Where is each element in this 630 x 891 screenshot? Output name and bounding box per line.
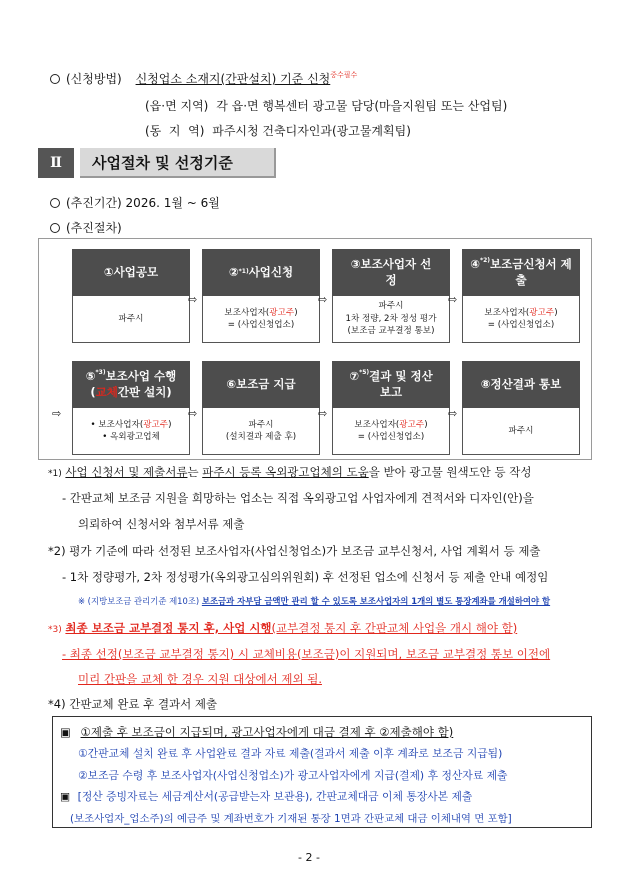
note-1	[48, 464, 531, 480]
step-3	[332, 249, 450, 343]
step-7-body-1-red: 광고주	[399, 419, 425, 430]
box-line-5: (보조사업자_업소주)의 예금주 및 계좌번호가 기재된 통장 1면과 간판교체 대금 이체내역 면 포함]	[70, 813, 512, 825]
arrow-icon: ⇨	[318, 407, 328, 420]
note-3-sub-1: - 최종 선정(보조금 교부결정 통지) 시 교체비용(보조금)이 지원되며, 보조금 교부결정 통보 이전에	[62, 647, 551, 661]
step-6-body-2: (설치결과 제출 후)	[225, 432, 297, 442]
note-2: *2) 평가 기준에 따라 선정된 보조사업자(사업신청업소)가 보조금 교부신청서, 사업 계획서 등 제출	[48, 544, 541, 558]
step-2-body-2: = (사업신청업소)	[227, 320, 295, 330]
step-5-title-sup: *3)	[95, 368, 106, 376]
procedure-line	[50, 219, 122, 236]
page-number: - 2 -	[298, 851, 320, 864]
arrow-icon: ⇨	[448, 293, 458, 306]
note-1-sub-2: 의뢰하여 신청서와 첨부서류 제출	[78, 517, 245, 531]
note-2-ref-b: 보조금과 자부담 금액만 관리 할 수 있도록 보조사업자의 1개의 별도 통장계좌를 개설하여야 함	[201, 596, 551, 606]
step-5-title-pre: ⑤	[85, 368, 96, 383]
step-2-body	[202, 296, 320, 343]
step-5	[72, 361, 190, 455]
step-5-title	[72, 361, 190, 408]
circle-bullet-icon	[50, 198, 60, 208]
step-5-title-line2-red: 교체	[95, 384, 118, 399]
step-7-body-1: 보조사업자(	[354, 419, 400, 430]
step-5-title-line2-pre: (	[90, 384, 96, 399]
step-3-body	[332, 296, 450, 343]
apply-line3-text: 파주시청 건축디자인과(광고물계획팀)	[212, 124, 411, 138]
step-1-body-1: 파주시	[118, 313, 144, 324]
step-2	[202, 249, 320, 343]
step-4-title	[462, 249, 580, 296]
box-line-4	[60, 789, 472, 804]
step-8-title: ⑧정산결과 통보	[462, 361, 580, 408]
note-4: *4) 간판교체 완료 후 결과서 제출	[48, 697, 218, 711]
step-5-body-1-red: 광고주	[143, 419, 169, 430]
step-4-title-post: 보조금신청서 제출	[490, 256, 572, 287]
step-5-body-1-end: )	[168, 419, 172, 430]
step-3-body-3: (보조금 교부결정 통보)	[347, 326, 435, 337]
note-2-ref-a: ※ (지방보조금 관리기준 제10조)	[78, 596, 202, 606]
step-8-body-1: 파주시	[508, 425, 534, 436]
note-1-a: 사업 신청서 및 제출서류	[65, 465, 188, 479]
note-2-sub: - 1차 정량평가, 2차 정성평가(옥외광고심의위원회) 후 선정된 업소에 신청서 등 제출 안내 예정임	[62, 570, 549, 584]
arrow-icon: ⇨	[448, 407, 458, 420]
note-3-sub-2: 미리 간판을 교체 한 경우 지원 대상에서 제외 됨.	[78, 672, 322, 686]
arrow-icon: ⇨	[52, 407, 62, 420]
step-7	[332, 361, 450, 455]
apply-line2-label: (읍·면 지역)	[145, 99, 209, 113]
step-4-body-1: 보조사업자(	[484, 307, 530, 318]
apply-line3-label: (동 지 역)	[145, 124, 205, 138]
arrow-icon: ⇨	[188, 293, 198, 306]
step-7-title-post: 결과 및 정산 보고	[369, 368, 433, 399]
step-7-body	[332, 408, 450, 455]
box-mark-icon: ▣	[60, 790, 71, 803]
step-6-body	[202, 408, 320, 455]
apply-text: 신청업소 소재지(간판설치) 기준 신청	[135, 72, 331, 86]
note-3-a: 최종 보조금 교부결정 통지 후, 사업 시행	[65, 621, 272, 635]
section-number: Ⅱ	[38, 148, 74, 178]
apply-method-line	[50, 70, 357, 87]
step-4-title-sup: *2)	[479, 256, 491, 264]
step-3-body-2: 1차 정량, 2차 정성 평가	[345, 313, 437, 324]
apply-sup: 중수필수	[330, 71, 358, 79]
step-4-body-1-red: 광고주	[529, 307, 555, 318]
period-line	[50, 194, 220, 211]
step-6-body-1: 파주시	[248, 419, 274, 430]
step-7-body-1-end: )	[424, 419, 428, 430]
step-1-body	[72, 296, 190, 343]
note-3-b: (교부결정 통지 후 간판교체 사업을 개시 해야 함)	[271, 621, 518, 635]
step-2-title	[202, 249, 320, 296]
box-line-4-text: [정산 증빙자료는 세금계산서(공급받는자 보관용), 간판교체대금 이체 통장사본 제출	[77, 790, 473, 803]
note-1-c: 파주시 등록 옥외광고업체의 도움	[202, 465, 369, 479]
period-text: (추진기간) 2026. 1월 ~ 6월	[66, 196, 220, 210]
arrow-icon: ⇨	[318, 293, 328, 306]
step-6	[202, 361, 320, 455]
apply-label: (신청방법)	[66, 72, 122, 86]
step-7-title-sup: *5)	[359, 368, 370, 376]
apply-line-2	[145, 97, 507, 114]
step-1-title: ①사업공모	[72, 249, 190, 296]
step-3-title: ③보조사업자 선정	[332, 249, 450, 296]
apply-line-3	[145, 122, 411, 139]
step-2-body-1-red: 광고주	[269, 307, 295, 318]
section-title: 사업절차 및 선정기준	[80, 148, 276, 178]
step-5-title-line2: 간판 설치)	[117, 384, 172, 399]
box-line-3: ②보조금 수령 후 보조사업자(사업신청업소)가 광고사업자에게 지급(결제) 후 정산자료 제출	[78, 769, 508, 782]
step-7-title-pre: ⑦	[349, 368, 360, 383]
step-5-body	[72, 408, 190, 455]
box-line-1	[60, 724, 453, 740]
step-4-body-2: = (사업신청업소)	[487, 320, 555, 330]
step-8-body	[462, 408, 580, 455]
box-line-2: ①간판교체 설치 완료 후 사업완료 결과 자료 제출(결과서 제출 이후 계좌로 보조금 지급됨)	[78, 747, 503, 760]
step-6-title: ⑥보조금 지급	[202, 361, 320, 408]
apply-line2-text: 각 읍·면 행복센터 광고물 담당(마을지원팀 또는 산업팀)	[216, 99, 508, 113]
note-1-sub-1: - 간판교체 보조금 지원을 희망하는 업소는 직접 옥외광고업 사업자에게 견적서와 디자인(안)을	[62, 491, 534, 505]
step-2-title-sup: *1)	[238, 268, 249, 276]
note-1-mark: *1)	[48, 469, 62, 479]
step-8	[462, 361, 580, 455]
box-line-1-text: ①제출 후 보조금이 지급되며, 광고사업자에게 대금 결제 후 ②제출해야 함)	[80, 725, 454, 739]
step-3-body-1: 파주시	[378, 301, 404, 312]
step-4-body	[462, 296, 580, 343]
circle-bullet-icon	[50, 223, 60, 233]
note-3	[48, 620, 517, 636]
note-2-ref	[78, 595, 550, 607]
step-2-body-1: 보조사업자(	[224, 307, 270, 318]
step-5-body-2: • 옥외광고업체	[102, 432, 160, 442]
note-3-mark: *3)	[48, 625, 62, 635]
box-mark-icon: ▣	[60, 725, 71, 739]
step-2-title-post: 사업신청	[248, 264, 294, 279]
step-4	[462, 249, 580, 343]
step-5-body-1: • 보조사업자(	[90, 419, 144, 430]
step-4-body-1-end: )	[554, 307, 558, 318]
arrow-icon: ⇨	[188, 407, 198, 420]
procedure-label: (추진절차)	[66, 221, 122, 235]
circle-bullet-icon	[50, 74, 60, 84]
note-1-b: 는	[187, 465, 203, 479]
note-1-d: 을 받아 광고물 원색도안 등 작성	[368, 465, 532, 479]
step-2-body-1-end: )	[294, 307, 298, 318]
step-1	[72, 249, 190, 343]
step-5-title-post: 보조사업 수행	[105, 368, 177, 383]
step-4-title-pre: ④	[470, 256, 480, 271]
step-7-body-2: = (사업신청업소)	[357, 432, 425, 442]
step-7-title	[332, 361, 450, 408]
step-2-title-pre: ②	[228, 264, 239, 279]
